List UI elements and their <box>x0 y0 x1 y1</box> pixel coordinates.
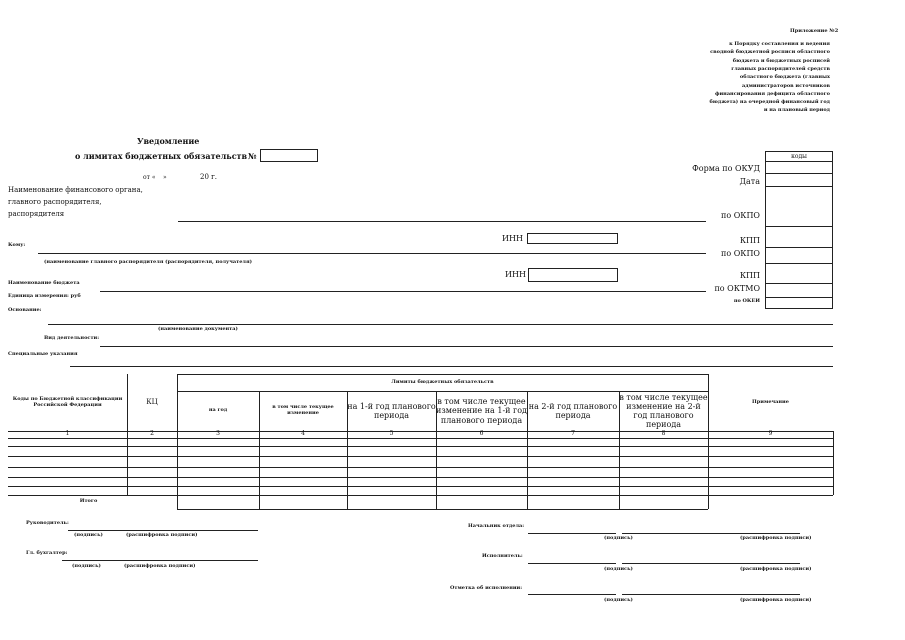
dept-head-sign-hint: (подпись) <box>604 535 633 541</box>
total-label: Итого <box>79 498 98 505</box>
head-sign-line[interactable] <box>68 530 258 531</box>
col-header-kc: КЦ <box>146 398 158 407</box>
doc-hint: (наименование документа) <box>158 326 238 332</box>
mark-decode-line[interactable] <box>622 594 800 595</box>
inn-label-1: ИНН <box>502 234 523 243</box>
column-number: 1 <box>65 430 70 438</box>
appendix-line: финансирования дефицита областного <box>714 90 830 97</box>
appendix-line: к Порядку составления и ведения <box>729 41 830 47</box>
activity-label: Вид деятельности: <box>44 335 100 341</box>
okpo-label-1: по ОКПО <box>721 211 760 220</box>
dept-head-decode-hint: (расшифровка подписи) <box>740 535 812 541</box>
mark-label: Отметка об исполнении: <box>450 585 523 591</box>
okpo-label-2: по ОКПО <box>721 249 760 258</box>
to-label: Кому: <box>8 242 26 248</box>
org-label-3: распорядителя <box>8 210 65 218</box>
unit-label: Единица измерения: руб <box>8 293 81 299</box>
to-input-line[interactable] <box>38 253 706 254</box>
inn-label-2: ИНН <box>505 270 526 279</box>
mark-decode-hint: (расшифровка подписи) <box>740 597 812 603</box>
col-header-year: на год <box>208 407 228 414</box>
appendix-line: и на плановый период <box>763 107 830 114</box>
org-input-line[interactable] <box>178 221 706 222</box>
org-label-1: Наименование финансового органа, <box>8 186 143 194</box>
accountant-decode-hint: (расшифровка подписи) <box>124 563 196 569</box>
okud-label: Форма по ОКУД <box>692 164 760 173</box>
special-label: Специальные указания <box>8 351 78 357</box>
appendix-line: бюджета) на очередной финансовый год <box>709 99 830 106</box>
date-year: 20 г. <box>200 173 218 181</box>
activity-input-line[interactable] <box>100 346 833 347</box>
col-header-plan1: на 1-й год планового периода <box>347 401 436 420</box>
column-number: 9 <box>768 430 773 438</box>
column-number: 5 <box>389 430 394 438</box>
head-sign-hint: (подпись) <box>74 532 103 538</box>
column-number: 6 <box>479 430 484 438</box>
org-label-2: главного распорядителя, <box>8 198 102 206</box>
codes-box <box>765 151 833 309</box>
col-header-plan2: на 2-й год планового периода <box>528 401 618 420</box>
inn-field-2[interactable] <box>528 268 618 282</box>
appendix-line: администраторов источников <box>742 82 830 89</box>
number-label: № <box>248 151 257 161</box>
oktmo-label: по ОКТМО <box>714 284 760 293</box>
executor-sign-line[interactable] <box>528 563 616 564</box>
appendix-line: сводной бюджетной росписи областного <box>710 49 830 56</box>
codes-header: коды <box>791 153 807 160</box>
column-number: 7 <box>571 430 575 438</box>
notice-title: Уведомление <box>137 136 200 146</box>
head-label: Руководитель: <box>26 520 69 526</box>
executor-sign-hint: (подпись) <box>604 566 633 572</box>
executor-decode-line[interactable] <box>622 563 800 564</box>
group-header-limits: Лимиты бюджетных обязательств <box>391 378 494 385</box>
inn-field-1[interactable] <box>527 233 618 244</box>
basis-input-line[interactable] <box>48 324 833 325</box>
basis-label: Основание: <box>8 307 42 313</box>
budget-label: Наименование бюджета <box>8 280 80 286</box>
date-prefix: от « <box>143 174 156 181</box>
dept-head-label: Начальник отдела: <box>468 523 525 529</box>
mark-sign-hint: (подпись) <box>604 597 633 603</box>
special-input-line[interactable] <box>70 366 833 367</box>
okei-label: по ОКЕИ <box>733 298 760 304</box>
column-number: 8 <box>661 430 666 438</box>
appendix-line: главных распорядителей средств <box>731 65 830 72</box>
head-decode-hint: (расшифровка подписи) <box>126 532 198 538</box>
date-label: Дата <box>739 177 760 186</box>
date-mid: » <box>163 174 167 181</box>
column-number: 4 <box>301 430 305 438</box>
notice-number-field[interactable] <box>260 149 318 162</box>
appendix-line: бюджета и бюджетных росписей <box>732 57 830 64</box>
mark-sign-line[interactable] <box>528 594 616 595</box>
column-number: 3 <box>216 430 220 438</box>
kpp-label-1: КПП <box>739 236 760 245</box>
accountant-sign-hint: (подпись) <box>72 563 101 569</box>
executor-label: Исполнитель: <box>482 553 523 559</box>
column-number: 2 <box>150 430 154 438</box>
budget-input-line[interactable] <box>100 291 706 292</box>
appendix-line: областного бюджета (главных <box>739 74 830 81</box>
kpp-label-2: КПП <box>739 271 760 280</box>
dept-head-sign-line[interactable] <box>528 533 616 534</box>
accountant-sign-line[interactable] <box>62 560 258 561</box>
to-hint: (наименование главного распорядителя (распорядителя, получателя) <box>44 259 253 265</box>
executor-decode-hint: (расшифровка подписи) <box>740 566 812 572</box>
col-header-change1: в том числе текущее изменение на 1-й год планового периода <box>436 397 527 425</box>
col-header-kbk: Коды по Бюджетной классификации Российской Федерации <box>12 395 123 408</box>
accountant-label: Гл. бухгалтер: <box>26 550 68 556</box>
appendix-title: Приложение №2 <box>790 28 839 34</box>
dept-head-decode-line[interactable] <box>622 533 800 534</box>
col-header-change: в том числе текущее изменение <box>272 404 334 416</box>
col-header-change2: в том числе текущее изменение на 2-й год планового периода <box>619 392 708 430</box>
notice-subtitle: о лимитах бюджетных обязательств <box>75 151 248 161</box>
col-header-note: Примечание <box>752 398 789 405</box>
